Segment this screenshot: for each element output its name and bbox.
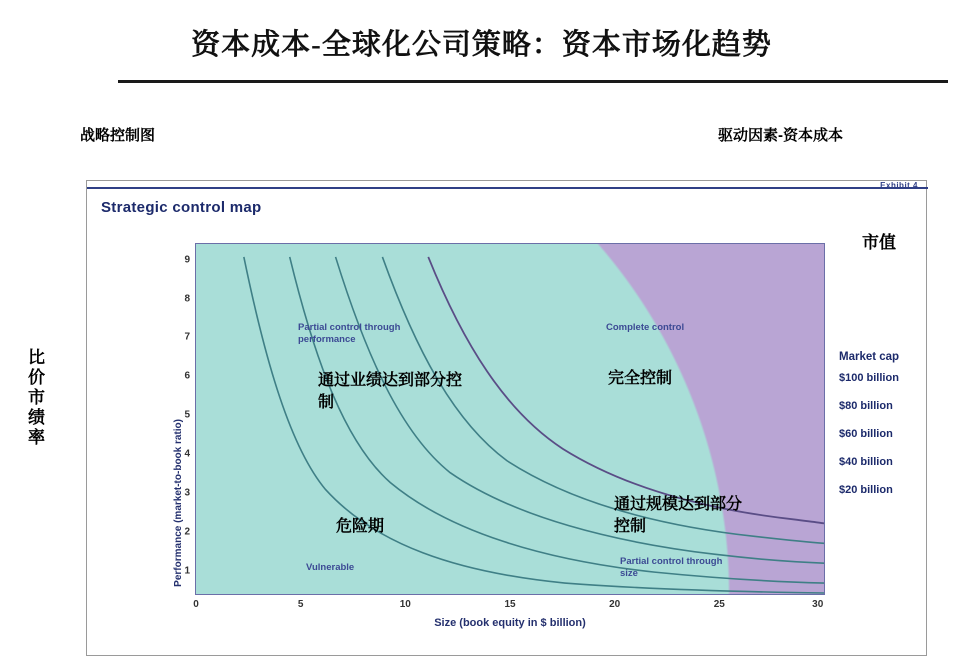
y-tick-4: 4 <box>184 448 190 460</box>
plot-area <box>184 243 825 610</box>
chart-exhibit <box>86 180 927 656</box>
legend-item: $60 billion <box>839 428 893 440</box>
subhead-right: 驱动因素-资本成本 <box>718 127 843 144</box>
left-axis-label: 比价市绩率 <box>25 348 44 448</box>
market-cap-label-cn: 市值 <box>862 233 896 252</box>
x-tick-25: 25 <box>713 599 725 610</box>
legend <box>839 351 925 512</box>
y-tick-1: 1 <box>184 565 190 577</box>
x-axis-title: Size (book equity in $ billion) <box>434 617 586 629</box>
region-label-partial-size-cn: 通过规模达到部分控制 <box>614 496 743 535</box>
region-label-partial-size-en: Partial control through size <box>620 556 723 579</box>
x-tick-20: 20 <box>609 599 621 610</box>
exhibit-rule <box>87 187 928 189</box>
x-tick-30: 30 <box>812 599 824 610</box>
y-tick-2: 2 <box>184 526 190 538</box>
region-label-partial-performance-cn: 通过业绩达到部分控制 <box>318 372 463 411</box>
y-tick-3: 3 <box>184 487 190 499</box>
subhead-left: 战略控制图 <box>80 127 156 144</box>
y-axis-title: Performance (market-to-book ratio) <box>173 419 184 587</box>
region-label-complete-control-en: Complete control <box>606 322 685 333</box>
legend-item: $100 billion <box>839 372 899 384</box>
x-tick-15: 15 <box>504 599 516 610</box>
legend-item: $20 billion <box>839 484 893 496</box>
region-label-partial-performance-en: Partial control through performance <box>298 322 401 345</box>
y-tick-7: 7 <box>184 331 190 343</box>
region-label-complete-control-cn: 完全控制 <box>608 370 673 387</box>
legend-item: $40 billion <box>839 456 893 468</box>
legend-title: Market cap <box>839 351 900 363</box>
title-divider <box>118 80 948 83</box>
exhibit-title: Strategic control map <box>101 199 262 216</box>
x-tick-0: 0 <box>193 599 199 610</box>
x-tick-5: 5 <box>297 599 304 610</box>
exhibit-tag: Exhibit 4 <box>880 181 918 190</box>
x-tick-10: 10 <box>399 599 411 610</box>
region-label-vulnerable-en: Vulnerable <box>306 562 355 573</box>
region-complete-control <box>196 244 824 594</box>
y-tick-5: 5 <box>184 409 190 421</box>
legend-item: $80 billion <box>839 400 893 412</box>
y-tick-9: 9 <box>184 254 190 266</box>
region-label-vulnerable-cn: 危险期 <box>336 518 385 535</box>
page-title: 资本成本-全球化公司策略：资本市场化趋势 <box>191 29 772 61</box>
y-tick-8: 8 <box>184 293 190 305</box>
y-tick-6: 6 <box>184 370 190 382</box>
